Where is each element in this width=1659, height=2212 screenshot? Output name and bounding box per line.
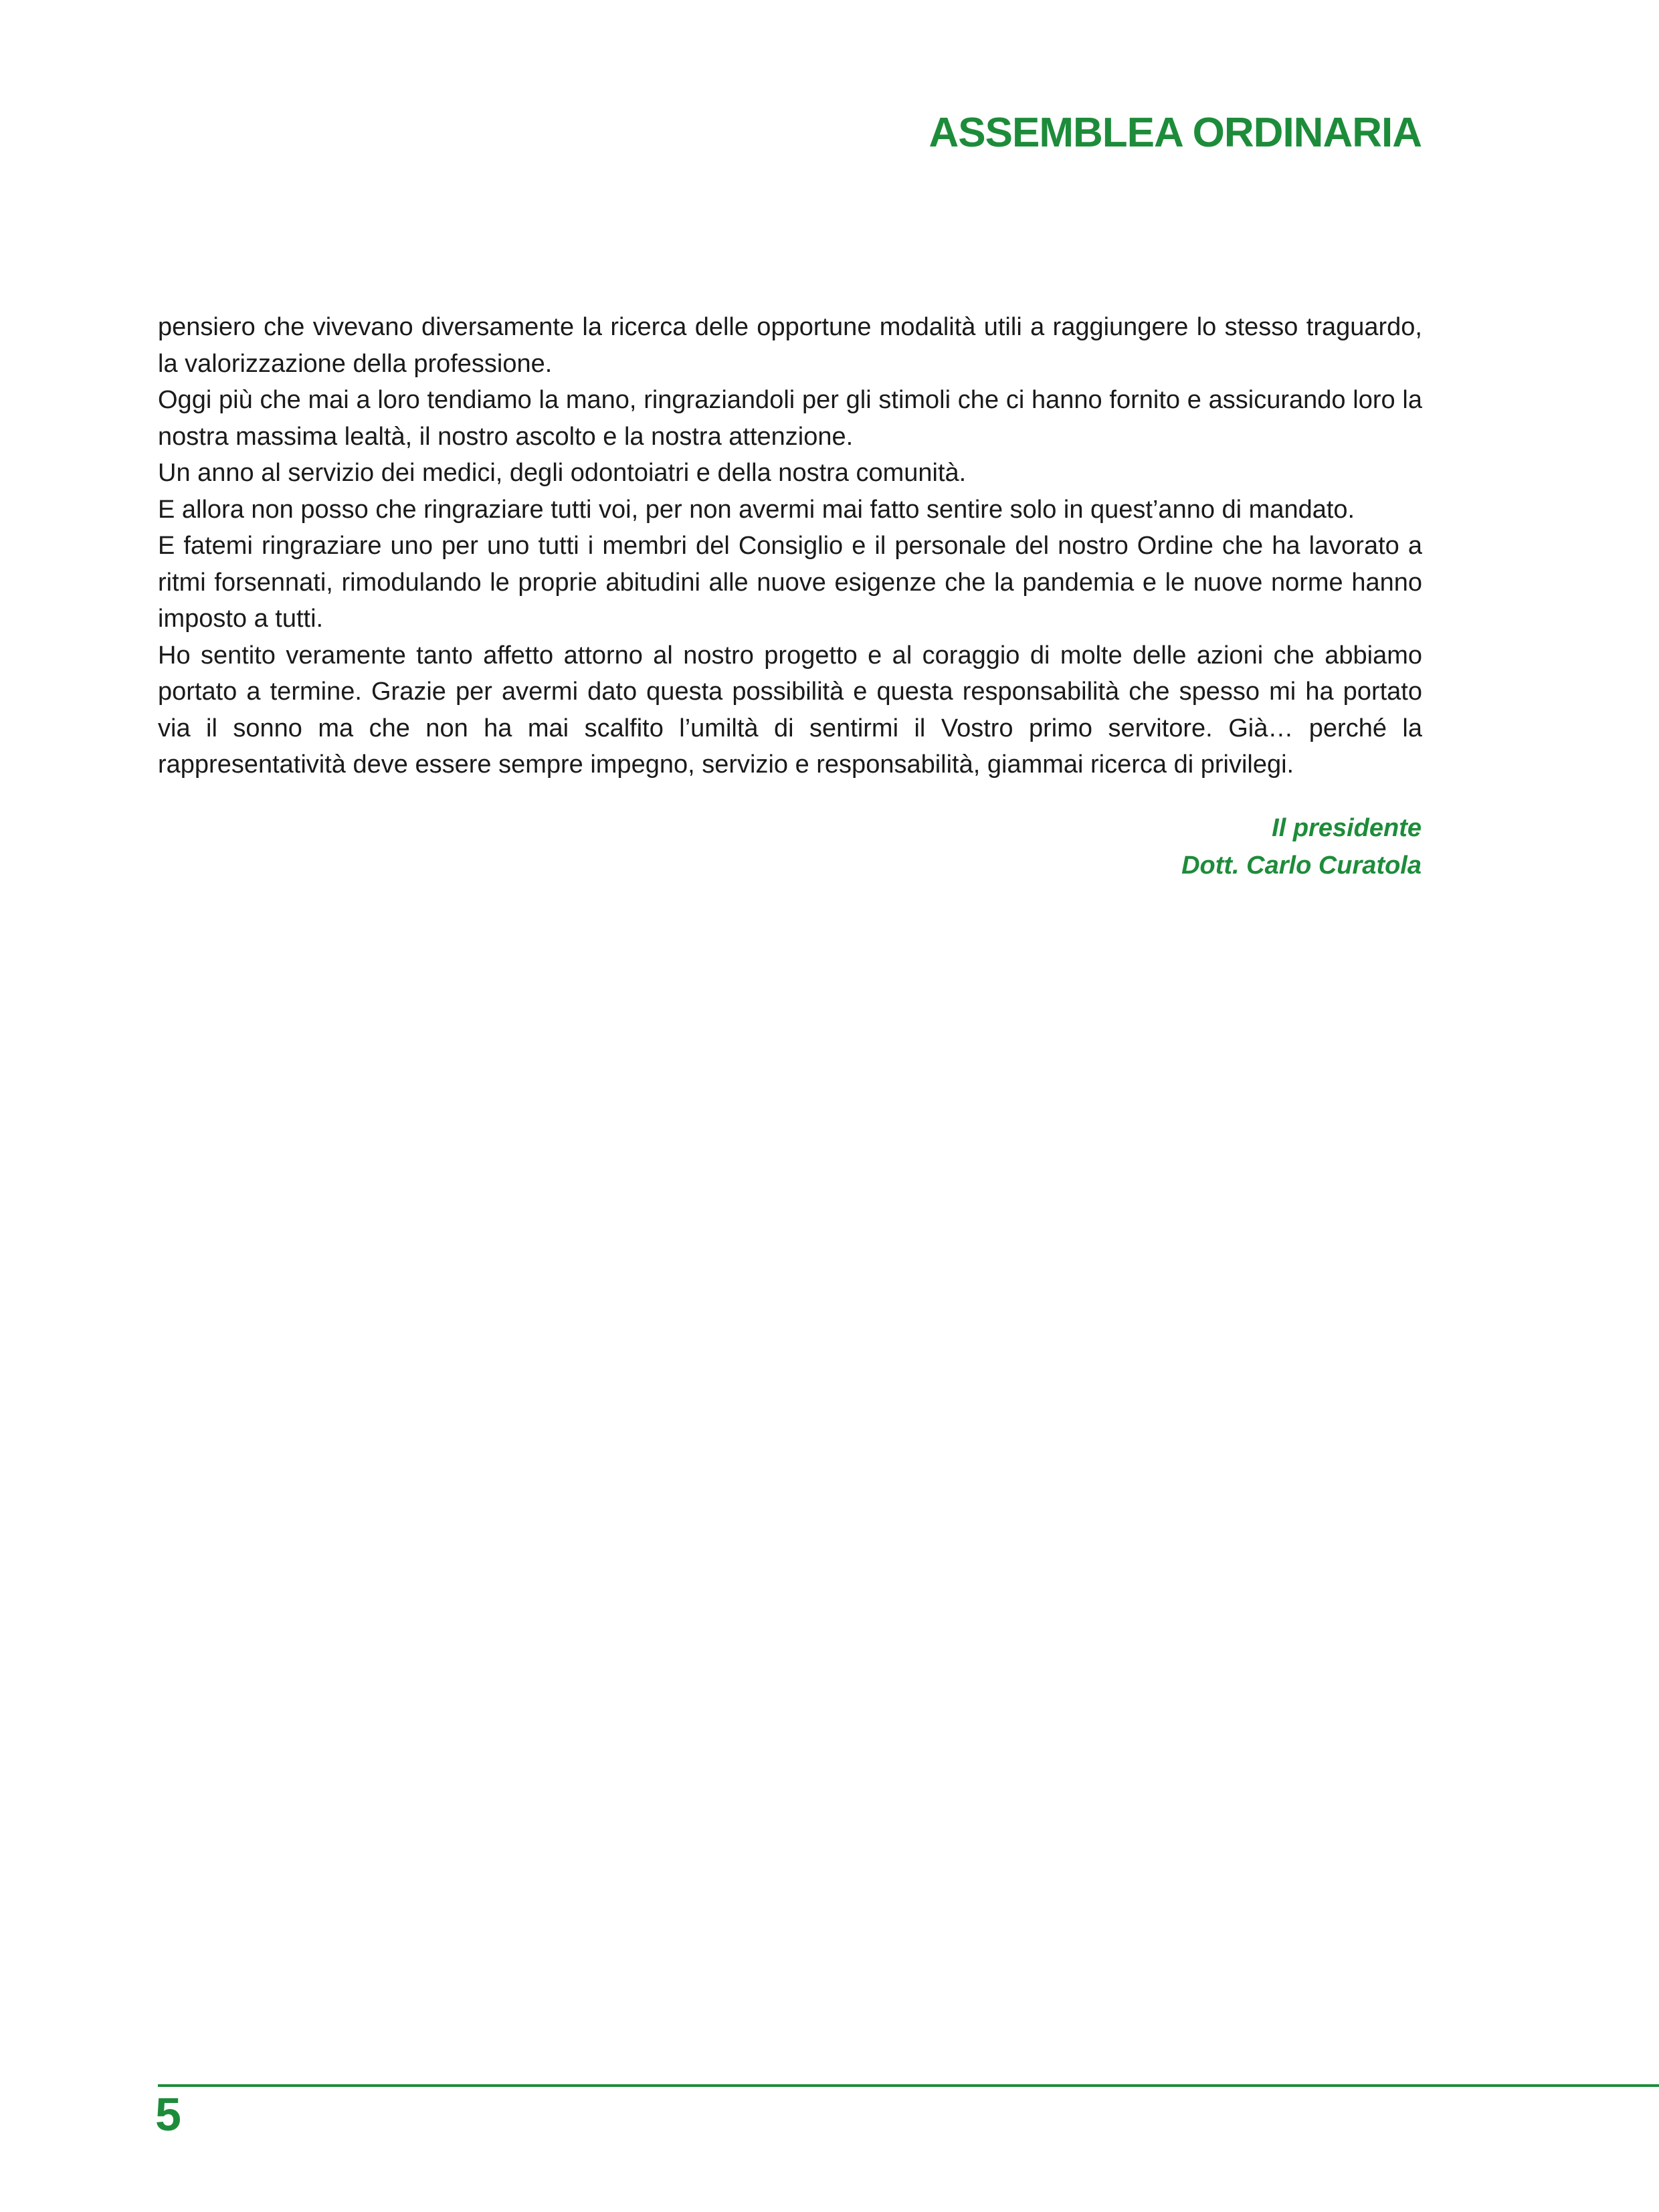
footer-divider (158, 2084, 1659, 2087)
signature-role: Il presidente (1272, 814, 1422, 842)
section-title: ASSEMBLEA ORDINARIA (929, 110, 1422, 156)
paragraph: E fatemi ringraziare uno per uno tutti i membri del Consiglio e il personale del nostro Ordine che ha lavorato a ritmi forsennati, rimodulando le proprie abitudini alle nuove esigenze che la pandemia e le nuove norme hanno imposto a tutti. (158, 532, 1422, 633)
paragraph: Oggi più che mai a loro tendiamo la mano, ringraziandoli per gli stimoli che ci hanno fornito e assicurando loro la nostra massima lealtà, il nostro ascolto e la nostra attenzione. (158, 386, 1422, 451)
paragraph: Un anno al servizio dei medici, degli odontoiatri e della nostra comunità. (158, 459, 967, 487)
paragraph: E allora non posso che ringraziare tutti voi, per non avermi mai fatto sentire solo in quest’anno di mandato. (158, 495, 1355, 524)
paragraph: Ho sentito veramente tanto affetto attorno al nostro progetto e al coraggio di molte delle azioni che abbiamo portato a termine. Grazie per avermi dato questa possibilità e questa responsabilità che spesso mi ha portato via il sonno ma che non ha mai scalfito l’umiltà di sentirmi il Vostro primo servitore. Già… perché la rappresentatività deve essere sempre impegno, servizio e responsabilità, giammai ricerca di privilegi. (158, 641, 1422, 779)
signature-block (1181, 809, 1422, 884)
letter-body (158, 309, 1422, 783)
paragraph: pensiero che vivevano diversamente la ricerca delle opportune modalità utili a raggiungere lo stesso traguardo, la valorizzazione della professione. (158, 313, 1422, 378)
page-number: 5 (155, 2088, 181, 2140)
signature-name: Dott. Carlo Curatola (1181, 851, 1422, 880)
